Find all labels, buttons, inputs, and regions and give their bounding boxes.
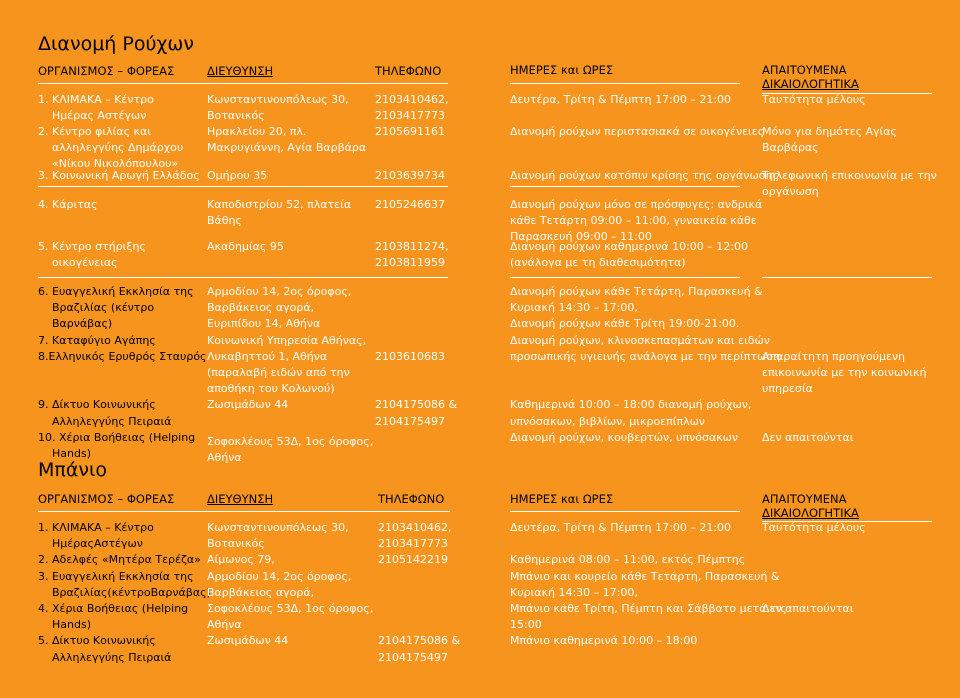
header-phone: ΤΗΛΕΦΩΝΟ (375, 64, 442, 78)
row5-rule-right (762, 277, 932, 278)
bath-header-days-hours: ΗΜΕΡΕΣ και ΩΡΕΣ (510, 492, 614, 506)
group-docs-line (762, 316, 926, 332)
row2-org (38, 124, 183, 173)
bath-phone (378, 520, 460, 666)
row5-address-line: Ακαδημίας 95 (207, 240, 284, 253)
row5-rule-mid (510, 277, 740, 278)
row1-hours-line: Δευτέρα, Τρίτη & Πέμπτη 17:00 – 21:00 (510, 93, 732, 106)
row3-docs (762, 168, 937, 200)
header-days-hours: ΗΜΕΡΕΣ και ΩΡΕΣ (510, 63, 614, 77)
row4-hours-line: Παρασκευή 09:00 – 11:00 (510, 230, 652, 244)
row2-hours (510, 124, 764, 140)
bath-address-line: Σοφοκλέους 53Δ, 1ος όροφος, (207, 602, 374, 616)
bath-phone-line: 2103417773 (378, 537, 448, 551)
group-org-line: 8.Ελληνικός Ερυθρός Σταυρός (38, 349, 207, 363)
row2-docs-line: Βαρβάρας (762, 141, 819, 155)
row3-address (207, 168, 267, 184)
row1-docs-line: Ταυτότητα μέλους (762, 93, 866, 106)
group-phone-line: 2104175497 (375, 414, 445, 428)
group-address-line: Βαρβάκειος αγορά, (207, 301, 315, 315)
bath-org (38, 520, 211, 666)
group-address-line: Κοινωνική Υπηρεσία Αθήνας, (207, 333, 367, 347)
bath-docs-line (762, 552, 866, 568)
row3-hours-line: Διανομή ρούχων κατόπιν κρίσης της οργάνωσης (510, 169, 780, 182)
bath-address-line: Αρμοδίου 14, 2ος όροφος, (207, 569, 352, 583)
row5-hours-line: Διανομή ρούχων καθημερινά 10:00 – 12:00 (510, 240, 748, 253)
bath-org-line: Αλληλεγγύης Πειραιά (52, 650, 172, 664)
row4-phone (375, 197, 445, 213)
bath-docs-line (762, 585, 866, 601)
bath-header-rule-mid (510, 511, 740, 512)
group-hours-line (510, 381, 780, 397)
row5-org-line: οικογένειας (52, 256, 118, 270)
group-docs-line: υπηρεσία (762, 382, 813, 396)
group-phone-line: 2104175086 & (375, 398, 458, 412)
row3-docs-line: οργάνωση (762, 185, 819, 199)
row5-rule-left (38, 277, 448, 278)
bath-header-phone: ΤΗΛΕΦΩΝΟ (378, 492, 445, 506)
row5-hours (510, 239, 748, 271)
bath-hours-line (510, 536, 787, 552)
bath-docs-line: Ταυτότητα μέλους (762, 521, 866, 534)
group-org-line: 6. Ευαγγελική Εκκλησία της (38, 285, 194, 298)
header-rule-mid (510, 83, 740, 84)
row1-address (207, 92, 349, 124)
bath-address-line: Βοτανικός (207, 537, 265, 551)
group-org-line: 7. Καταφύγιο Αγάπης (38, 333, 156, 347)
group-phone-line (375, 300, 457, 316)
bath-header-org: ΟΡΓΑΝΙΣΜΟΣ – ΦΟΡΕΑΣ (38, 492, 175, 506)
group-hours-line: Διανομή ρούχων, κουβερτών, υπνόσακων (510, 430, 739, 444)
row4-hours-line: κάθε Τετάρτη 09:00 – 11:00, γυναικεία κάθε (510, 214, 757, 228)
row5-address (207, 239, 284, 255)
bath-address-line: Ζωσιμάδων 44 (207, 634, 289, 648)
bath-phone-line (378, 617, 460, 633)
header-address: ΔΙΕΥΘΥΝΣΗ (207, 64, 274, 78)
group-address-line: Ζωσιμάδων 44 (207, 398, 289, 412)
bath-address-line: Αθήνα (207, 618, 242, 632)
row1-phone-line: 2103417773 (375, 109, 445, 123)
row2-org-line: «Νίκου Νικολόπουλου» (52, 157, 179, 171)
row2-org-line: αλληλεγγύης Δημάρχου (52, 141, 184, 155)
group-hours-line (510, 365, 780, 381)
group-address-line: αποθήκη του Κολωνού) (207, 382, 335, 396)
group-hours-line: Διανομή ρούχων κάθε Τρίτη 19:00-21:00. (510, 317, 740, 331)
row1-address-line: Βοτανικός (207, 109, 265, 123)
bath-header-required-line1: ΑΠΑΙΤΟΥΜΕΝΑ (762, 492, 847, 506)
row4-org-line: 4. Κάριτας (38, 198, 98, 211)
bath-org-line: Hands) (52, 618, 91, 632)
row1-docs (762, 92, 866, 108)
bath-org-line: 2. Αδελφές «Μητέρα Τερέζα» (38, 553, 201, 567)
group-address-line: Σοφοκλέους 53Δ, 1ος όροφος, (207, 434, 374, 448)
bath-hours-line: Μπάνιο κάθε Τρίτη, Πέμπτη και Σάββατο μετά τις (510, 602, 787, 616)
row3-phone-line: 2103639734 (375, 169, 445, 182)
group-hours-line: υπνόσακων, βιβλίων, μικροεπίπλων (510, 414, 705, 428)
group-docs (762, 284, 926, 446)
group-docs-line: Απαραίτητη προηγούμενη (762, 349, 906, 363)
bath-phone-line (378, 601, 460, 617)
bath-org-line: 4. Χέρια Βοήθειας (Helping (38, 602, 189, 616)
row1-phone (375, 92, 448, 124)
group-phone-line (375, 381, 457, 397)
row1-org-line: Ημέρας Αστέγων (52, 109, 147, 123)
header-org: ΟΡΓΑΝΙΣΜΟΣ – ΦΟΡΕΑΣ (38, 64, 175, 78)
bath-hours-line: Καθημερινά 08:00 – 11:00, εκτός Πέμπτης (510, 553, 746, 567)
page-title-clothing: Διανομή Ρούχων (38, 33, 194, 55)
row1-phone-line: 2103410462, (375, 93, 449, 106)
group-hours-line: Διανομή ρούχων, κλινοσκεπασμάτων και ειδών (510, 333, 770, 347)
bath-phone-line (378, 569, 460, 585)
row4-address-line: Βάθης (207, 214, 242, 228)
row5-phone-line: 2103811959 (375, 256, 445, 270)
group-docs-line (762, 300, 926, 316)
bath-header-required-line2: ΔΙΚΑΙΟΛΟΓΗΤΙΚΑ (762, 506, 859, 520)
bath-hours (510, 520, 787, 650)
bath-phone-line: 2105142219 (378, 553, 448, 567)
group-hours-line: προσωπικής υγιεινής ανάλογα με την περίπτωση (510, 349, 781, 363)
bath-org-line: Βραζιλίας(κέντροΒαρνάβας) (52, 585, 211, 599)
group-address-line: Αρμοδίου 14, 2ος όροφος, (207, 285, 352, 298)
group-docs-line (762, 284, 926, 300)
bath-phone-line (378, 585, 460, 601)
bath-hours-line: 15:00 (510, 618, 542, 632)
bath-header-address: ΔΙΕΥΘΥΝΣΗ (207, 492, 274, 506)
row3-address-line: Ομήρου 35 (207, 169, 268, 182)
group-org-line: Hands) (52, 447, 91, 461)
header-required-line1: ΑΠΑΙΤΟΥΜΕΝΑ (762, 63, 847, 77)
group-org-line: 10. Χέρια Βοήθειας (Helping (38, 430, 196, 444)
group-address-line: Ευριπίδου 14, Αθήνα (207, 317, 321, 331)
group-hours-line: Κυριακή 14:30 – 17:00, (510, 301, 638, 315)
row2-phone (375, 124, 445, 140)
group-docs-line (762, 333, 926, 349)
row3-phone (375, 168, 445, 184)
group-docs-line: επικοινωνία με την κοινωνική (762, 366, 927, 380)
row5-org-line: 5. Κέντρο στήριξης (38, 240, 146, 253)
group-org-line: Βραζιλίας (κέντρο (52, 301, 155, 315)
group-docs-line: Δεν απαιτούνται (762, 430, 854, 444)
row3-org (38, 168, 200, 184)
row4-phone-line: 2105246637 (375, 198, 445, 211)
group-address (207, 284, 373, 466)
bath-address (207, 520, 373, 650)
bath-hours-line: Κυριακή 14:30 – 17:00, (510, 585, 638, 599)
bath-phone-line: 2103410462, (378, 521, 452, 534)
row2-hours-line: Διανομή ρούχων περιστασιακά σε οικογένειες (510, 125, 765, 138)
group-phone-line: 2103610683 (375, 349, 445, 363)
bath-docs-line: Δεν απαιτούνται (762, 602, 854, 616)
bath-org-line: 3. Ευαγγελική Εκκλησία της (38, 569, 194, 583)
bath-hours-line: Μπάνιο καθημερινά 10:00 – 18:00 (510, 634, 698, 648)
row3-rule-mid (510, 186, 740, 187)
row5-org (38, 239, 146, 271)
group-org-line: Βαρνάβας) (52, 317, 113, 331)
row3-rule-left (38, 186, 448, 187)
group-org (38, 284, 207, 462)
row1-address-line: Κωνσταντινουπόλεως 30, (207, 93, 349, 106)
row5-hours-line: (ανάλογα με τη διαθεσιμότητα) (510, 256, 686, 270)
bath-docs (762, 520, 866, 617)
group-org-line: 9. Δίκτυο Κοινωνικής (38, 398, 156, 412)
row2-docs (762, 124, 897, 156)
row2-org-line: 2. Κέντρο φιλίας και (38, 125, 151, 138)
row2-phone-line: 2105691161 (375, 125, 445, 138)
bath-phone-line: 2104175086 & (378, 634, 461, 648)
row5-phone-line: 2103811274, (375, 240, 449, 253)
bath-phone-line: 2104175497 (378, 650, 448, 664)
bath-org-line: 5. Δίκτυο Κοινωνικής (38, 634, 156, 648)
bath-hours-line: Μπάνιο και κουρείο κάθε Τετάρτη, Παρασκευή & (510, 569, 780, 583)
row1-org (38, 92, 154, 124)
row1-org-line: 1. ΚΛΙΜΑΚΑ – Κέντρο (38, 93, 154, 106)
row1-hours (510, 92, 731, 108)
row3-docs-line: Τηλεφωνική επικοινωνία με την (762, 169, 937, 182)
row2-address-line: Μακρυγιάννη, Αγία Βαρβάρα (207, 141, 367, 155)
group-phone (375, 284, 457, 430)
group-address-line: (παραλαβή ειδών από την (207, 366, 350, 380)
bath-org-line: ΗμέραςΑστέγων (52, 537, 143, 551)
bath-docs-line (762, 536, 866, 552)
group-phone-line (375, 316, 457, 332)
group-hours-line: Καθημερινά 10:00 – 18:00 διανομή ρούχων, (510, 398, 752, 412)
group-org-line (38, 365, 207, 381)
row5-phone (375, 239, 448, 271)
header-required-line2: ΔΙΚΑΙΟΛΟΓΗΤΙΚΑ (762, 77, 859, 91)
bath-address-line: Βαρβάκειος αγορά, (207, 585, 315, 599)
page-title-bath: Μπάνιο (38, 459, 108, 481)
row3-hours (510, 168, 779, 184)
group-hours-line: Διανομή ρούχων κάθε Τετάρτη, Παρασκευή & (510, 285, 763, 298)
header-rule-left (38, 83, 448, 84)
row2-docs-line: Μόνο για δημότες Αγίας (762, 125, 897, 138)
row2-address-line: Ηρακλείου 20, πλ. (207, 125, 307, 138)
row4-address-line: Καποδιστρίου 52, πλατεία (207, 198, 352, 211)
bath-header-rule-left (38, 511, 450, 512)
row4-address (207, 197, 351, 229)
bath-address-line: Κωνσταντινουπόλεως 30, (207, 521, 349, 534)
group-org-line: Αλληλεγγύης Πειραιά (52, 414, 172, 428)
row4-hours-line: Διανομή ρούχων μόνο σε πρόσφυγες: ανδρικά (510, 198, 763, 211)
group-address-line: Λυκαβηττού 1, Αθήνα (207, 349, 328, 363)
group-address-line (207, 414, 373, 430)
row4-org (38, 197, 98, 213)
bath-docs-line (762, 569, 866, 585)
row2-address (207, 124, 366, 156)
row3-org-line: 3. Κοινωνική Αρωγή Ελλάδος (38, 169, 200, 182)
group-address-line: Αθήνα (207, 451, 242, 465)
group-phone-line (375, 284, 457, 300)
bath-address-line: Αίμωνος 79, (207, 553, 275, 567)
group-hours (510, 284, 780, 446)
group-phone-line (375, 365, 457, 381)
bath-org-line: 1. ΚΛΙΜΑΚΑ – Κέντρο (38, 521, 154, 534)
bath-hours-line: Δευτέρα, Τρίτη & Πέμπτη 17:00 – 21:00 (510, 521, 732, 534)
group-docs-line (762, 414, 926, 430)
group-docs-line (762, 397, 926, 413)
group-org-line (38, 381, 207, 397)
group-phone-line (375, 333, 457, 349)
